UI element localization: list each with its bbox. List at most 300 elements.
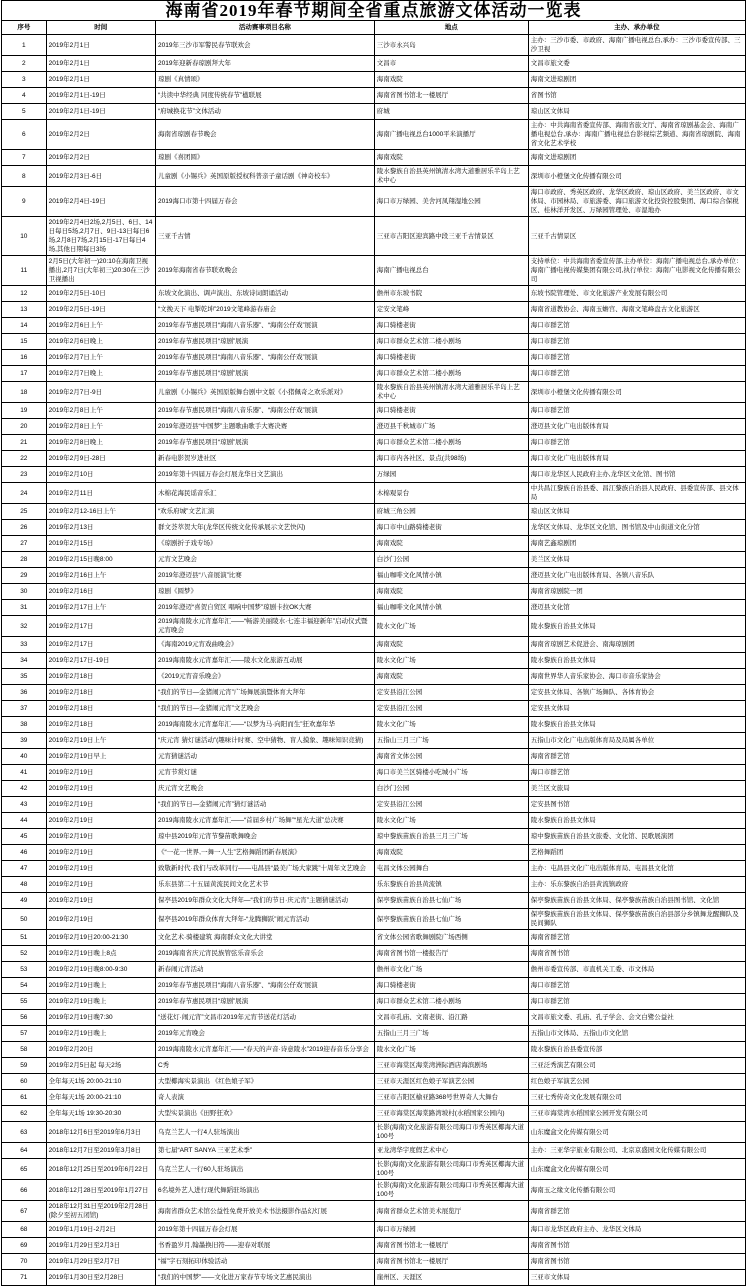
cell-location: 海口市万绿园、美舍河凤翔湿地公园	[374, 187, 528, 217]
cell-event: “欢乐府城”文艺汇演	[155, 504, 374, 520]
cell-no: 40	[2, 749, 47, 765]
cell-no: 50	[2, 909, 47, 930]
cell-organizer: 海南省图书馆	[528, 1254, 745, 1270]
cell-location: 琼中黎族苗族自治县三月三广场	[374, 829, 528, 845]
activities-table	[1, 0, 746, 1286]
cell-no: 35	[2, 669, 47, 685]
cell-time: 2019年2月8日上午	[46, 403, 155, 419]
cell-organizer: 海口市群艺馆	[528, 765, 745, 781]
table-row	[2, 1122, 746, 1143]
cell-time: 2019年2月6日上午	[46, 318, 155, 334]
cell-time: 2019年2月5日起 每天2场	[46, 1058, 155, 1074]
table-row	[2, 350, 746, 366]
table-row	[2, 765, 746, 781]
cell-no: 34	[2, 653, 47, 669]
cell-no: 59	[2, 1058, 47, 1074]
cell-time: 2019年2月1日-19日	[46, 104, 155, 120]
table-row	[2, 72, 746, 88]
column-header-time: 时间	[46, 21, 155, 35]
cell-location: 屯昌文体公园舞台	[374, 861, 528, 877]
cell-location: 海口骑楼老街	[374, 403, 528, 419]
cell-location: 海口市美兰区骑楼小吃城小广场	[374, 765, 528, 781]
cell-no: 51	[2, 930, 47, 946]
cell-event: 2019年春节惠民项目“海南八音乐器”、“海南公仔戏”展演	[155, 318, 374, 334]
table-row	[2, 552, 746, 568]
cell-time: 2019年2月11日	[46, 483, 155, 504]
table-row	[2, 88, 746, 104]
cell-event: 2019海口市第十四届万春会	[155, 187, 374, 217]
cell-event: 致敬新时代·我们与改革同行——屯昌县“最美广场大家跳”十周年文艺晚会	[155, 861, 374, 877]
cell-no: 69	[2, 1238, 47, 1254]
cell-organizer: 海南玉之缘文化传播有限公司	[528, 1180, 745, 1201]
cell-organizer: 文昌市旅文委	[528, 56, 745, 72]
cell-time: 2019年2月5日-19日	[46, 302, 155, 318]
table-row	[2, 1026, 746, 1042]
cell-organizer: 海口市龙华区政府主办、龙华区文体局	[528, 1222, 745, 1238]
cell-organizer: 海口市龙华区人民政府主办,龙华区文化馆、图书馆	[528, 467, 745, 483]
table-row	[2, 256, 746, 286]
table-row	[2, 978, 746, 994]
cell-event: 2019海南陵水元宵嘉年汇——“首届乡村广场舞”“星光大道”总决赛	[155, 813, 374, 829]
cell-no: 37	[2, 701, 47, 717]
table-row	[2, 781, 746, 797]
cell-no: 3	[2, 72, 47, 88]
cell-time: 2019年2月18日	[46, 701, 155, 717]
cell-no: 38	[2, 717, 47, 733]
cell-event: 2019海南陵水元宵嘉年汇——陵水文化旅游互动展	[155, 653, 374, 669]
cell-time: 2019年2月17日上午	[46, 600, 155, 616]
cell-time: 2019年2月3日-6日	[46, 166, 155, 187]
table-row	[2, 286, 746, 302]
cell-organizer: 海口市群艺馆	[528, 366, 745, 382]
cell-location: 府城	[374, 104, 528, 120]
cell-no: 61	[2, 1090, 47, 1106]
table-row	[2, 1201, 746, 1222]
cell-event: “我们的中国梦”——文化进万家春节专场文艺惠民演出	[155, 1270, 374, 1286]
column-header-no: 序号	[2, 21, 47, 35]
cell-time: 2019年2月6日晚上	[46, 334, 155, 350]
cell-time: 2019年2月7日-9日	[46, 382, 155, 403]
cell-event: 2019海南陵水元宵嘉年汇——“以梦为马·向阳而生”狂欢嘉年华	[155, 717, 374, 733]
cell-event: “福”字石刻拓印体验活动	[155, 1254, 374, 1270]
cell-event: “我们的节日—金猪闹元宵”文艺晚会	[155, 701, 374, 717]
cell-event: 2019年第十四届万春会灯展	[155, 1222, 374, 1238]
cell-time: 2019年2月8日晚上	[46, 435, 155, 451]
table-row	[2, 946, 746, 962]
cell-location: 保亭黎族苗族自治县七仙广场	[374, 909, 528, 930]
cell-location: 海南省图书馆北一楼展厅	[374, 1254, 528, 1270]
table-row	[2, 56, 746, 72]
cell-event: 2019年春节惠民项目“琼剧”展演	[155, 435, 374, 451]
cell-time: 2019年2月19日	[46, 845, 155, 861]
cell-location: 亚龙湾华宇度假艺术中心	[374, 1143, 528, 1159]
cell-time: 2019年2月19日晚7:30	[46, 1010, 155, 1026]
cell-event: 琼中县2019年元宵节黎苗歌舞晚会	[155, 829, 374, 845]
cell-time: 2019年2月7日晚上	[46, 366, 155, 382]
cell-organizer: 琼中黎族苗族自治县文旅委、文化馆、民歌展演团	[528, 829, 745, 845]
cell-organizer: 海南省琼剧艺术促进会、南海琼剧团	[528, 637, 745, 653]
cell-time: 2019年2月12-16日上午	[46, 504, 155, 520]
cell-no: 2	[2, 56, 47, 72]
cell-event: 三亚千古情	[155, 217, 374, 256]
table-row	[2, 669, 746, 685]
cell-event: 木棉花海民谣音乐汇	[155, 483, 374, 504]
cell-no: 12	[2, 286, 47, 302]
cell-no: 56	[2, 1010, 47, 1026]
page-title: 海南省2019年春节期间全省重点旅游文体活动一览表	[2, 1, 746, 21]
table-row	[2, 166, 746, 187]
cell-organizer: 定安县文体局	[528, 701, 745, 717]
table-row	[2, 616, 746, 637]
table-row	[2, 994, 746, 1010]
cell-event: 2019年澄迈“喜贺自贸区 唱响中国梦”琼剧卡拉OK大赛	[155, 600, 374, 616]
header-row	[2, 21, 746, 35]
cell-location: 府城三角公园	[374, 504, 528, 520]
cell-no: 17	[2, 366, 47, 382]
cell-event: 新春闹元宵活动	[155, 962, 374, 978]
cell-event: 2019年春节惠民项目“琼剧”展演	[155, 334, 374, 350]
cell-time: 2019年2月17日-19日	[46, 653, 155, 669]
table-row	[2, 829, 746, 845]
cell-organizer: 海口市群艺馆	[528, 318, 745, 334]
table-row	[2, 893, 746, 909]
table-row	[2, 382, 746, 403]
cell-no: 18	[2, 382, 47, 403]
cell-time: 2019年2月19日上午	[46, 733, 155, 749]
cell-location: 三亚市吉阳区迎宾路中段三亚千古情景区	[374, 217, 528, 256]
cell-no: 20	[2, 419, 47, 435]
cell-no: 67	[2, 1201, 47, 1222]
column-header-organizer: 主办、承办单位	[528, 21, 745, 35]
cell-organizer: 三亚七秀传奇文化发展有限公司	[528, 1090, 745, 1106]
cell-event: 2019海南省庆元宵民族管弦乐音乐会	[155, 946, 374, 962]
cell-no: 45	[2, 829, 47, 845]
cell-no: 43	[2, 797, 47, 813]
cell-organizer: 深圳市小橙堡文化传播有限公司	[528, 166, 745, 187]
cell-time: 2019年2月2日	[46, 150, 155, 166]
table-row	[2, 909, 746, 930]
cell-organizer: 海南文进琼剧团	[528, 150, 745, 166]
cell-organizer: 三亚千古情景区	[528, 217, 745, 256]
cell-organizer: 海口市群艺馆	[528, 994, 745, 1010]
cell-organizer: 澄迈县文化馆	[528, 600, 745, 616]
cell-organizer: 海口市群艺馆	[528, 403, 745, 419]
cell-event: 2019年春节惠民项目“琼剧”展演	[155, 994, 374, 1010]
cell-location: 海南省文体公园	[374, 749, 528, 765]
cell-organizer: 东坡书院管理处、市文化旅游产业发展有限公司	[528, 286, 745, 302]
cell-no: 15	[2, 334, 47, 350]
table-row	[2, 1159, 746, 1180]
table-row	[2, 217, 746, 256]
table-row	[2, 845, 746, 861]
cell-event: 2019年元宵晚会	[155, 1026, 374, 1042]
cell-time: 2019年2月19日晚上	[46, 1026, 155, 1042]
cell-event: 2019年春节惠民项目“海南八音乐器”、“海南公仔戏”展演	[155, 403, 374, 419]
cell-location: 长影(海南)文化旅游有限公司海口市秀英区椰海大道100号	[374, 1180, 528, 1201]
table-row	[2, 962, 746, 978]
cell-location: 儋州市东坡书院	[374, 286, 528, 302]
table-row	[2, 1143, 746, 1159]
cell-event: 2019年春节惠民项目“海南八音乐器”、“海南公仔戏”展演	[155, 350, 374, 366]
cell-no: 48	[2, 877, 47, 893]
cell-organizer: 支持单位：中共海南省委宣传部,主办单位：海南广播电视总台,承办单位：海南广播电视传媒集团有限公司,执行单位：海南广电影视文化传播有限公司	[528, 256, 745, 286]
table-row	[2, 536, 746, 552]
cell-time: 2018年12月25日至2019年6月22日	[46, 1159, 155, 1180]
table-row	[2, 504, 746, 520]
cell-time: 2019年1月29日至2月3日	[46, 1238, 155, 1254]
cell-organizer: 海南省群艺馆	[528, 1201, 745, 1222]
cell-no: 55	[2, 994, 47, 1010]
cell-location: 长影(海南)文化旅游有限公司海口市秀英区椰海大道100号	[374, 1159, 528, 1180]
cell-time: 2018年12月7日至2019年3月8日	[46, 1143, 155, 1159]
cell-location: 崖州区、天涯区	[374, 1270, 528, 1286]
table-row	[2, 1074, 746, 1090]
cell-organizer: 文昌市旅文委、孔庙、孔子学会、会文白鹭公益社	[528, 1010, 745, 1026]
cell-event: 2019年海南省春节联欢晚会	[155, 256, 374, 286]
cell-location: 五指山三月三广场	[374, 1026, 528, 1042]
cell-organizer: 海南世界华人音乐家协会、海口市音乐家协会	[528, 669, 745, 685]
cell-time: 2019年2月18日	[46, 717, 155, 733]
cell-time: 2019年2月20日	[46, 1042, 155, 1058]
cell-event: 保亭县2019年群众文化大拜年—“我们的节日·庆元宵”主题猜谜活动	[155, 893, 374, 909]
cell-time: 全年每天1场 19:30-20:30	[46, 1106, 155, 1122]
cell-organizer: 省图书馆	[528, 88, 745, 104]
cell-location: 文昌市孔庙、文南老街、沿江路	[374, 1010, 528, 1026]
cell-organizer: 海南省图书馆	[528, 1238, 745, 1254]
cell-no: 13	[2, 302, 47, 318]
cell-time: 2019年2月19日晚上8点	[46, 946, 155, 962]
cell-time: 2019年2月16日上午	[46, 568, 155, 584]
table-row	[2, 877, 746, 893]
cell-event: 琼剧《圆梦》	[155, 584, 374, 600]
cell-no: 4	[2, 88, 47, 104]
cell-organizer: 海南省琼剧院一团	[528, 584, 745, 600]
cell-organizer: 定安县图书馆	[528, 797, 745, 813]
cell-location: 海口市万绿园	[374, 1222, 528, 1238]
cell-time: 2019年2月19日早上	[46, 749, 155, 765]
cell-location: 文昌市	[374, 56, 528, 72]
table-row	[2, 318, 746, 334]
table-row	[2, 733, 746, 749]
cell-time: 2019年2月19日	[46, 877, 155, 893]
cell-event: 乌克兰艺人一行60人驻场演出	[155, 1159, 374, 1180]
cell-no: 62	[2, 1106, 47, 1122]
cell-organizer: 海南艺鑫琼剧团	[528, 536, 745, 552]
cell-location: 白沙门公园	[374, 781, 528, 797]
cell-location: 定安县沿江公园	[374, 701, 528, 717]
cell-organizer: 红色娘子军演艺公园	[528, 1074, 745, 1090]
table-row	[2, 797, 746, 813]
cell-event: 《2019元宵音乐晚会》	[155, 669, 374, 685]
cell-time: 2019年2月19日	[46, 893, 155, 909]
cell-no: 68	[2, 1222, 47, 1238]
cell-time: 2019年2月19日	[46, 909, 155, 930]
cell-event: 2019海南陵水元宵嘉年汇——“畅游美丽陵水·七连丰福迎新年”启动仪式暨元宵晚会	[155, 616, 374, 637]
cell-no: 58	[2, 1042, 47, 1058]
table-row	[2, 717, 746, 733]
cell-location: 定安文笔峰	[374, 302, 528, 318]
cell-location: 万绿园	[374, 467, 528, 483]
table-row	[2, 813, 746, 829]
cell-organizer: 琼山区文体局	[528, 504, 745, 520]
cell-location: 陵水黎族自治县英州镇清水湾大道雅居乐半岛上艺术中心	[374, 166, 528, 187]
cell-event: 海南省琼剧春节晚会	[155, 120, 374, 150]
cell-no: 6	[2, 120, 47, 150]
table-row	[2, 930, 746, 946]
cell-no: 54	[2, 978, 47, 994]
cell-time: 2019年2月17日	[46, 616, 155, 637]
cell-no: 26	[2, 520, 47, 536]
cell-location: 海南戏院	[374, 637, 528, 653]
cell-no: 28	[2, 552, 47, 568]
cell-time: 2019年2月19日	[46, 861, 155, 877]
table-body	[2, 35, 746, 1286]
cell-event: “送花灯·闹元宵”文昌市2019年元宵节送花灯活动	[155, 1010, 374, 1026]
cell-organizer: 澄迈县文化广电出版体育局、各镇八音乐队	[528, 568, 745, 584]
cell-time: 2019年2月15日	[46, 536, 155, 552]
cell-organizer: 陵水黎族自治县文体局	[528, 653, 745, 669]
cell-event: 奇人表演	[155, 1090, 374, 1106]
cell-organizer: 陵水黎族自治县委宣传部	[528, 1042, 745, 1058]
table-row	[2, 1010, 746, 1026]
cell-event: 元宵猜谜活动	[155, 749, 374, 765]
table-row	[2, 637, 746, 653]
cell-no: 14	[2, 318, 47, 334]
cell-time: 2019年2月15日晚8:00	[46, 552, 155, 568]
cell-time: 2019年2月19日	[46, 813, 155, 829]
cell-time: 2月5日(大年初一)20:10在海南卫视播出,2月7日(大年初三)20:30在三沙卫视播出	[46, 256, 155, 286]
table-row	[2, 451, 746, 467]
cell-location: 三亚市天涯区红色娘子军演艺公园	[374, 1074, 528, 1090]
cell-time: 2019年2月1日	[46, 72, 155, 88]
cell-location: 福山咖啡文化风情小镇	[374, 568, 528, 584]
cell-event: 2019年三沙市军警民春节联欢会	[155, 35, 374, 56]
cell-location: 海南戏院	[374, 536, 528, 552]
cell-event: 《海南2019元宵戏曲晚会》	[155, 637, 374, 653]
cell-no: 8	[2, 166, 47, 187]
cell-no: 9	[2, 187, 47, 217]
table-row	[2, 584, 746, 600]
cell-no: 53	[2, 962, 47, 978]
cell-time: 2019年2月4日2场,2月5日、6日、14日每日5场,2月7日、9日-13日每日6场,2月8日7场,2月15日-17日每日4场,其他日期每日3场	[46, 217, 155, 256]
cell-no: 64	[2, 1143, 47, 1159]
cell-event: 庆元宵文艺晚会	[155, 781, 374, 797]
cell-event: 2019年第十四届万春会灯展龙华日文艺演出	[155, 467, 374, 483]
cell-time: 2019年2月19日晚上	[46, 978, 155, 994]
cell-event: 元宵文艺晚会	[155, 552, 374, 568]
cell-no: 42	[2, 781, 47, 797]
cell-event: 海南省群众艺术馆公益性免费开放美术书法摄影作品幻灯展	[155, 1201, 374, 1222]
column-header-event: 活动赛事项目名称	[155, 21, 374, 35]
cell-time: 2019年2月19日	[46, 765, 155, 781]
table-row	[2, 1222, 746, 1238]
cell-no: 32	[2, 616, 47, 637]
cell-no: 11	[2, 256, 47, 286]
cell-time: 2019年2月18日	[46, 669, 155, 685]
cell-time: 2019年2月19日晚8:00-9:30	[46, 962, 155, 978]
cell-event: “府城换花节”文体活动	[155, 104, 374, 120]
cell-event: “我们的节日—金猪闹元宵”广场舞展演暨体育大拜年	[155, 685, 374, 701]
cell-time: 全年每天1场 20:00-21:10	[46, 1090, 155, 1106]
cell-event: 2019年澄迈县“中国梦”主题歌曲歌手大赛决赛	[155, 419, 374, 435]
cell-location: 海南省图书馆北一楼展厅	[374, 1238, 528, 1254]
cell-event: 群文荟萃贺大年(龙华区传统文化传承展示文艺快闪)	[155, 520, 374, 536]
cell-location: 海口骑楼老街	[374, 318, 528, 334]
cell-event: C秀	[155, 1058, 374, 1074]
cell-organizer: 三亚泛秀演艺有限公司	[528, 1058, 745, 1074]
cell-time: 2019年2月19日	[46, 797, 155, 813]
cell-organizer: 陵水黎族自治县文体局	[528, 813, 745, 829]
table-row	[2, 483, 746, 504]
cell-location: 三亚市吉阳区榆亚路368号世界奇人大舞台	[374, 1090, 528, 1106]
cell-location: 海南省图书馆北一楼展厅	[374, 88, 528, 104]
cell-location: 白沙门公园	[374, 552, 528, 568]
cell-organizer: 海口市群艺馆	[528, 350, 745, 366]
cell-organizer: 海口市群艺馆	[528, 435, 745, 451]
cell-organizer: 主办：三沙市委、市政府、海南广播电视总台,承办：三沙市委宣传部、三沙卫视	[528, 35, 745, 56]
title-row	[2, 1, 746, 21]
cell-time: 2019年2月16日	[46, 584, 155, 600]
cell-event: 6名境外艺人进行现代舞蹈驻场演出	[155, 1180, 374, 1201]
cell-location: 澄迈县千秋城市广场	[374, 419, 528, 435]
cell-no: 31	[2, 600, 47, 616]
cell-no: 36	[2, 685, 47, 701]
cell-time: 2019年2月1日	[46, 56, 155, 72]
cell-location: 海口市群众艺术馆二楼小剧场	[374, 435, 528, 451]
cell-no: 52	[2, 946, 47, 962]
cell-location: 省文体公园省歌舞剧院广场西侧	[374, 930, 528, 946]
table-row	[2, 150, 746, 166]
table-row	[2, 653, 746, 669]
table-row	[2, 861, 746, 877]
cell-location: 五指山三月三广场	[374, 733, 528, 749]
cell-location: 海口市群众艺术馆二楼小剧场	[374, 334, 528, 350]
cell-no: 39	[2, 733, 47, 749]
cell-location: 保亭黎族苗族自治县七仙广场	[374, 893, 528, 909]
cell-organizer: 儋州市委宣传部、市直机关工委、市文体局	[528, 962, 745, 978]
table-row	[2, 187, 746, 217]
cell-organizer: 山东魔盒文化传媒有限公司	[528, 1122, 745, 1143]
cell-no: 44	[2, 813, 47, 829]
cell-no: 30	[2, 584, 47, 600]
cell-location: 三亚市海棠区海棠湾洲际酒店海滨剧场	[374, 1058, 528, 1074]
table-row	[2, 120, 746, 150]
cell-no: 29	[2, 568, 47, 584]
cell-no: 47	[2, 861, 47, 877]
cell-time: 2019年2月10日	[46, 467, 155, 483]
cell-time: 2019年2月2日	[46, 120, 155, 150]
cell-event: 2019年澄迈县“八音展演”比赛	[155, 568, 374, 584]
cell-event: 第七届“ART SANYA 三亚艺术季”	[155, 1143, 374, 1159]
cell-no: 21	[2, 435, 47, 451]
cell-event: 书香盈岁月,翰墨换旧符——迎春对联展	[155, 1238, 374, 1254]
cell-time: 2019年2月19日晚上	[46, 994, 155, 1010]
cell-location: 陵水文化广场	[374, 616, 528, 637]
cell-no: 60	[2, 1074, 47, 1090]
cell-organizer: 海南省群艺馆	[528, 749, 745, 765]
cell-location: 海口市群众艺术馆二楼小剧场	[374, 994, 528, 1010]
cell-organizer: 主办：乐东黎族自治县黄流镇政府	[528, 877, 745, 893]
cell-event: “共读中华经典 同度传统春节”楹联展	[155, 88, 374, 104]
cell-organizer: 艺格舞蹈团	[528, 845, 745, 861]
table-row	[2, 1106, 746, 1122]
cell-organizer: 主办：中共海南省委宣传部、海南省旅文厅、海南省琼剧基金会、海南广播电视总台,承办：海南广播电视总台影视综艺频道、海南省琼剧院、海南省文化艺术学校	[528, 120, 745, 150]
cell-organizer: 三亚市文体局	[528, 1270, 745, 1286]
cell-time: 2019年2月19日	[46, 829, 155, 845]
cell-no: 57	[2, 1026, 47, 1042]
cell-location: 海南戏院	[374, 845, 528, 861]
cell-no: 5	[2, 104, 47, 120]
